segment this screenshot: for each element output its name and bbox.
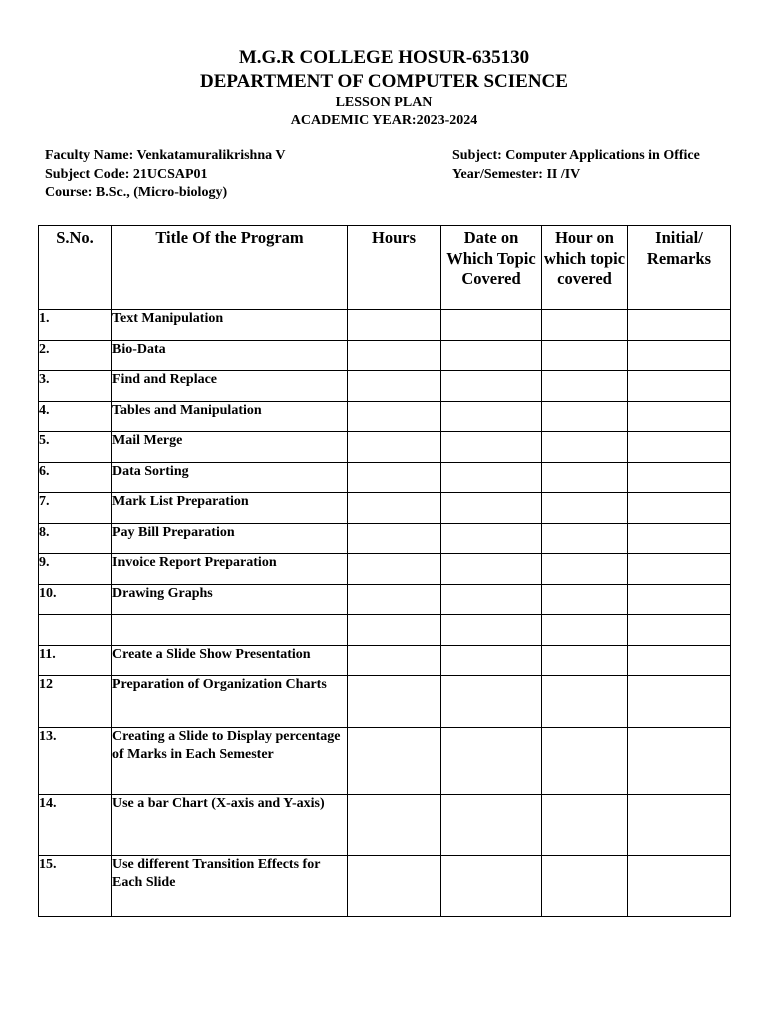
hour-cell	[542, 856, 628, 917]
remarks-cell	[628, 401, 731, 432]
info-right-block	[452, 147, 700, 184]
sno-cell: 15.	[39, 856, 112, 917]
date-cell	[441, 371, 542, 402]
table-row	[39, 856, 731, 917]
hour-cell	[542, 584, 628, 615]
table-row	[39, 645, 731, 676]
hour-cell	[542, 523, 628, 554]
table-row-empty	[39, 615, 731, 646]
date-cell	[441, 523, 542, 554]
remarks-cell	[628, 493, 731, 524]
title-cell: Bio-Data	[112, 340, 348, 371]
sno-cell: 14.	[39, 795, 112, 856]
date-cell	[441, 340, 542, 371]
sno-cell	[39, 615, 112, 646]
date-cell	[441, 856, 542, 917]
table-row	[39, 493, 731, 524]
title-cell: Text Manipulation	[112, 310, 348, 341]
remarks-cell	[628, 795, 731, 856]
remarks-cell	[628, 340, 731, 371]
remarks-cell	[628, 554, 731, 585]
remarks-cell	[628, 523, 731, 554]
title-cell: Tables and Manipulation	[112, 401, 348, 432]
remarks-cell	[628, 856, 731, 917]
remarks-cell	[628, 584, 731, 615]
hour-cell	[542, 432, 628, 463]
remarks-cell	[628, 310, 731, 341]
table-row	[39, 432, 731, 463]
title-cell: Pay Bill Preparation	[112, 523, 348, 554]
date-cell	[441, 401, 542, 432]
academic-year: ACADEMIC YEAR:2023-2024	[290, 113, 478, 128]
table-row	[39, 676, 731, 728]
date-cell	[441, 432, 542, 463]
date-cell	[441, 615, 542, 646]
subject-code: Subject Code: 21UCSAP01	[45, 166, 208, 182]
year-semester: Year/Semester: II /IV	[452, 166, 581, 182]
table-row	[39, 462, 731, 493]
hours-cell	[348, 523, 441, 554]
date-cell	[441, 584, 542, 615]
date-cell	[441, 462, 542, 493]
hours-cell	[348, 462, 441, 493]
table-row	[39, 371, 731, 402]
remarks-cell	[628, 371, 731, 402]
sno-cell: 8.	[39, 523, 112, 554]
column-header-title: Title Of the Program	[112, 226, 348, 310]
title-cell: Use a bar Chart (X-axis and Y-axis)	[112, 795, 348, 856]
lesson-plan-table	[38, 225, 731, 917]
title-cell: Use different Transition Effects for Each Slide	[112, 856, 348, 917]
sno-cell: 12	[39, 676, 112, 728]
hours-cell	[348, 401, 441, 432]
title-cell: Mark List Preparation	[112, 493, 348, 524]
subject-name: Subject: Computer Applications in Office	[452, 148, 700, 163]
table-row	[39, 554, 731, 585]
remarks-cell	[628, 645, 731, 676]
sno-cell: 9.	[39, 554, 112, 585]
column-header-hours: Hours	[348, 226, 441, 310]
table-row	[39, 523, 731, 554]
hours-cell	[348, 432, 441, 463]
hour-cell	[542, 340, 628, 371]
date-cell	[441, 728, 542, 795]
sno-cell: 4.	[39, 401, 112, 432]
title-cell: Drawing Graphs	[112, 584, 348, 615]
hour-cell	[542, 493, 628, 524]
remarks-cell	[628, 676, 731, 728]
column-header-sno: S.No.	[39, 226, 112, 310]
hours-cell	[348, 856, 441, 917]
document-type: LESSON PLAN	[335, 95, 433, 110]
sno-cell: 10.	[39, 584, 112, 615]
sno-cell: 11.	[39, 645, 112, 676]
hours-cell	[348, 728, 441, 795]
hour-cell	[542, 795, 628, 856]
date-cell	[441, 493, 542, 524]
hours-cell	[348, 615, 441, 646]
sno-cell: 13.	[39, 728, 112, 795]
title-cell: Create a Slide Show Presentation	[112, 645, 348, 676]
column-header-date: Date on Which Topic Covered	[441, 226, 542, 310]
hours-cell	[348, 584, 441, 615]
title-cell: Data Sorting	[112, 462, 348, 493]
hours-cell	[348, 493, 441, 524]
table-row	[39, 728, 731, 795]
remarks-cell	[628, 615, 731, 646]
hours-cell	[348, 310, 441, 341]
title-cell: Preparation of Organization Charts	[112, 676, 348, 728]
hour-cell	[542, 371, 628, 402]
date-cell	[441, 676, 542, 728]
hours-cell	[348, 645, 441, 676]
sno-cell: 5.	[39, 432, 112, 463]
title-cell: Mail Merge	[112, 432, 348, 463]
hours-cell	[348, 554, 441, 585]
table-row	[39, 310, 731, 341]
column-header-hour: Hour on which topic covered	[542, 226, 628, 310]
college-name: M.G.R COLLEGE HOSUR-635130	[238, 47, 530, 68]
hour-cell	[542, 462, 628, 493]
sno-cell: 2.	[39, 340, 112, 371]
sno-cell: 1.	[39, 310, 112, 341]
hours-cell	[348, 795, 441, 856]
hours-cell	[348, 676, 441, 728]
hour-cell	[542, 615, 628, 646]
remarks-cell	[628, 432, 731, 463]
hour-cell	[542, 676, 628, 728]
title-cell	[112, 615, 348, 646]
document-header	[0, 46, 768, 130]
table-row	[39, 340, 731, 371]
sno-cell: 6.	[39, 462, 112, 493]
hours-cell	[348, 371, 441, 402]
title-cell: Creating a Slide to Display percentage of Marks in Each Semester	[112, 728, 348, 795]
date-cell	[441, 645, 542, 676]
sno-cell: 3.	[39, 371, 112, 402]
info-left-block	[45, 147, 285, 203]
remarks-cell	[628, 728, 731, 795]
sno-cell: 7.	[39, 493, 112, 524]
column-header-remarks: Initial/ Remarks	[628, 226, 731, 310]
table-row	[39, 401, 731, 432]
hour-cell	[542, 401, 628, 432]
course-name: Course: B.Sc., (Micro-biology)	[45, 185, 228, 200]
hour-cell	[542, 645, 628, 676]
hour-cell	[542, 310, 628, 341]
table-header-row	[39, 226, 731, 310]
department-name: DEPARTMENT OF COMPUTER SCIENCE	[200, 71, 568, 92]
title-cell: Invoice Report Preparation	[112, 554, 348, 585]
title-cell: Find and Replace	[112, 371, 348, 402]
table-row	[39, 584, 731, 615]
hour-cell	[542, 728, 628, 795]
date-cell	[441, 554, 542, 585]
table-row	[39, 795, 731, 856]
date-cell	[441, 310, 542, 341]
faculty-name: Faculty Name: Venkatamuralikrishna V	[45, 148, 286, 163]
date-cell	[441, 795, 542, 856]
hours-cell	[348, 340, 441, 371]
remarks-cell	[628, 462, 731, 493]
hour-cell	[542, 554, 628, 585]
